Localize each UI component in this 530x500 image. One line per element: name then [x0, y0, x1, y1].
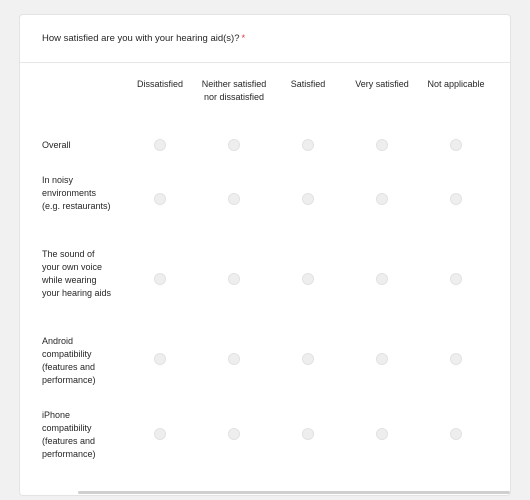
row-label-noisy-environments: In noisy environments (e.g. restaurants): [42, 175, 111, 211]
radio-noisy-satisfied[interactable]: [302, 193, 314, 205]
radio-own-voice-very-satisfied[interactable]: [376, 273, 388, 285]
radio-android-dissatisfied[interactable]: [154, 353, 166, 365]
row-label-android: Android compatibility (features and performance): [42, 336, 96, 385]
radio-noisy-not-applicable[interactable]: [450, 193, 462, 205]
radio-android-satisfied[interactable]: [302, 353, 314, 365]
radio-iphone-not-applicable[interactable]: [450, 428, 462, 440]
required-marker: *: [241, 33, 246, 44]
question-title: [42, 33, 245, 44]
radio-iphone-neither[interactable]: [228, 428, 240, 440]
radio-iphone-very-satisfied[interactable]: [376, 428, 388, 440]
radio-own-voice-neither[interactable]: [228, 273, 240, 285]
survey-card: [20, 15, 510, 495]
column-header-neither: Neither satisfied nor dissatisfied: [201, 79, 267, 102]
radio-noisy-very-satisfied[interactable]: [376, 193, 388, 205]
radio-own-voice-dissatisfied[interactable]: [154, 273, 166, 285]
radio-noisy-dissatisfied[interactable]: [154, 193, 166, 205]
radio-overall-satisfied[interactable]: [302, 139, 314, 151]
radio-overall-very-satisfied[interactable]: [376, 139, 388, 151]
row-label-own-voice: The sound of your own voice while wearing your hearing aids: [42, 249, 112, 298]
radio-android-neither[interactable]: [228, 353, 240, 365]
radio-own-voice-satisfied[interactable]: [302, 273, 314, 285]
row-label-overall: Overall: [42, 140, 71, 150]
column-header-not-applicable: Not applicable: [427, 79, 485, 89]
column-header-dissatisfied: Dissatisfied: [136, 79, 183, 89]
radio-android-very-satisfied[interactable]: [376, 353, 388, 365]
radio-iphone-satisfied[interactable]: [302, 428, 314, 440]
radio-overall-dissatisfied[interactable]: [154, 139, 166, 151]
question-header: [20, 15, 510, 63]
radio-noisy-neither[interactable]: [228, 193, 240, 205]
column-header-very-satisfied: Very satisfied: [355, 79, 409, 89]
radio-own-voice-not-applicable[interactable]: [450, 273, 462, 285]
question-title-text: How satisfied are you with your hearing aid(s)?: [42, 33, 240, 44]
radio-overall-neither[interactable]: [228, 139, 240, 151]
horizontal-scrollbar[interactable]: [78, 491, 510, 494]
radio-android-not-applicable[interactable]: [450, 353, 462, 365]
column-header-satisfied: Satisfied: [290, 79, 326, 89]
radio-overall-not-applicable[interactable]: [450, 139, 462, 151]
radio-iphone-dissatisfied[interactable]: [154, 428, 166, 440]
row-label-iphone: iPhone compatibility (features and performance): [42, 410, 96, 459]
